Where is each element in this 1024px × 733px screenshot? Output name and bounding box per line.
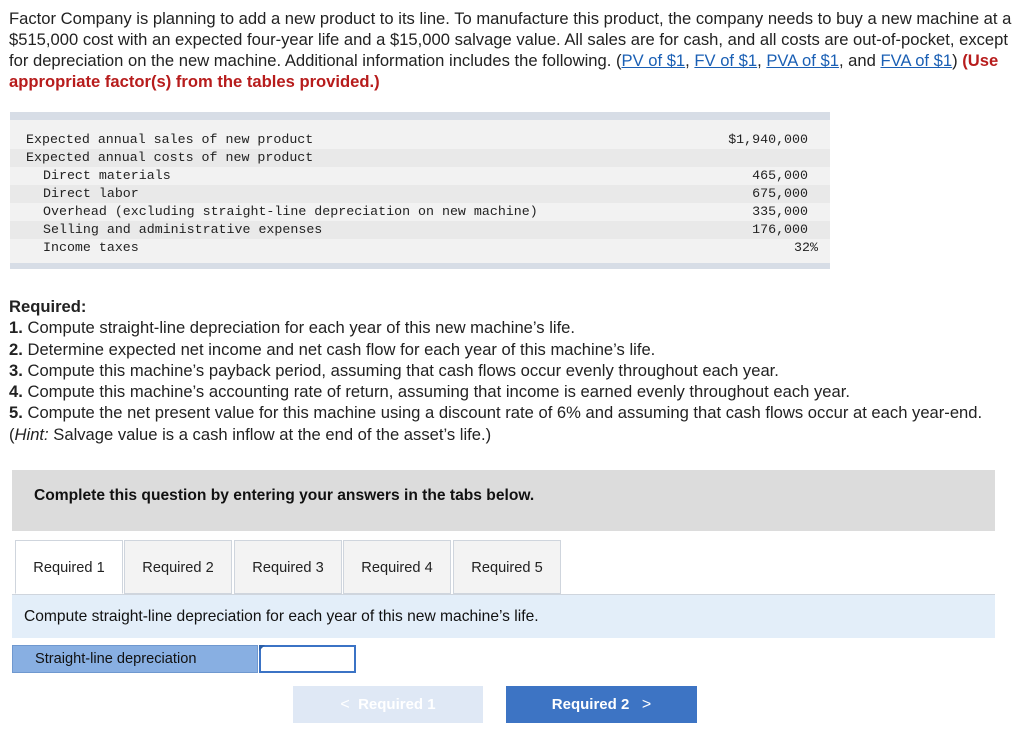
item-number: 5. xyxy=(9,403,23,423)
chevron-right-icon: > xyxy=(641,696,652,713)
answer-row xyxy=(12,645,356,673)
row-value: 32% xyxy=(794,240,818,255)
row-label: Direct labor xyxy=(43,186,139,201)
required-item-5 xyxy=(9,402,1009,445)
next-button-label: Required 2 xyxy=(551,696,630,713)
fva-table-link[interactable]: FVA of $1 xyxy=(880,51,953,70)
item-number: 3. xyxy=(9,360,23,380)
hint-text: Salvage value is a cash inflow at the end of the asset’s life.) xyxy=(48,424,492,444)
pv-table-link[interactable]: PV of $1 xyxy=(621,51,686,70)
item-number: 1. xyxy=(9,318,23,338)
item-number: 2. xyxy=(9,339,23,359)
table-row xyxy=(10,221,830,239)
required-heading: Required: xyxy=(9,297,87,316)
tab-required-4[interactable]: Required 4 xyxy=(343,540,451,594)
data-table xyxy=(10,112,830,269)
row-label: Direct materials xyxy=(43,168,171,183)
tab-required-3[interactable]: Required 3 xyxy=(234,540,342,594)
depreciation-input[interactable] xyxy=(259,645,356,673)
hint-label: Hint: xyxy=(14,424,49,444)
prev-button[interactable] xyxy=(293,686,483,723)
row-label: Income taxes xyxy=(43,240,139,255)
item-number: 4. xyxy=(9,382,23,402)
row-value: 335,000 xyxy=(752,204,808,219)
prev-button-label: Required 1 xyxy=(358,696,436,713)
pva-table-link[interactable]: PVA of $1 xyxy=(766,51,839,70)
answer-label: Straight-line depreciation xyxy=(12,645,258,673)
problem-intro xyxy=(9,8,1017,92)
factor-tables-note: (Use appropriate factor(s) from the tables provided.) xyxy=(9,51,999,91)
row-value: 176,000 xyxy=(752,222,808,237)
instruction-text: Compute straight-line depreciation for each year of this new machine’s life. xyxy=(24,608,539,625)
tab-instruction xyxy=(12,594,995,638)
item-text: Compute the net present value for this machine using a discount rate of 6% and assuming that cash flows occur at each year-end. ( xyxy=(9,403,983,444)
input-corner-marker xyxy=(259,645,265,651)
required-item-3 xyxy=(9,360,1009,381)
row-value: 675,000 xyxy=(752,186,808,201)
row-label: Overhead (excluding straight-line depreciation on new machine) xyxy=(43,204,538,219)
separator: , xyxy=(757,51,767,70)
required-item-2 xyxy=(9,339,1009,360)
row-value: 465,000 xyxy=(752,168,808,183)
row-label: Expected annual costs of new product xyxy=(26,150,314,165)
table-row xyxy=(10,149,830,167)
table-row xyxy=(10,239,830,257)
item-text: Compute this machine’s accounting rate of return, assuming that income is earned evenly throughout each year. xyxy=(22,382,850,402)
next-button[interactable] xyxy=(506,686,697,723)
tab-required-5[interactable]: Required 5 xyxy=(453,540,561,594)
chevron-left-icon: < xyxy=(340,696,350,713)
table-row xyxy=(10,131,830,149)
panel-text: Complete this question by entering your answers in the tabs below. xyxy=(34,487,535,504)
required-item-4 xyxy=(9,381,1009,402)
item-text: Compute this machine’s payback period, assuming that cash flows occur evenly throughout each year. xyxy=(22,360,779,380)
table-row xyxy=(10,167,830,185)
row-value: $1,940,000 xyxy=(728,132,808,147)
separator: ) xyxy=(952,51,963,70)
separator: , and xyxy=(838,51,881,70)
row-label: Expected annual sales of new product xyxy=(26,132,314,147)
fv-table-link[interactable]: FV of $1 xyxy=(694,51,758,70)
item-text: Determine expected net income and net cash flow for each year of this machine’s life. xyxy=(22,339,656,359)
tab-required-2[interactable]: Required 2 xyxy=(124,540,232,594)
intro-text: Factor Company is planning to add a new product to its line. To manufacture this product, the company needs to buy a new machine at a $515,000 cost with an expected four-year life and a $15,000 salvage value. All sales are for cash, and all costs are out-of-pocket, except for depreciation on the new machine. Additional information includes the following. ( xyxy=(9,9,1012,70)
separator: , xyxy=(685,51,695,70)
table-row xyxy=(10,185,830,203)
required-section xyxy=(9,296,1009,445)
item-text: Compute straight-line depreciation for each year of this new machine’s life. xyxy=(22,318,576,338)
instructions-panel xyxy=(12,470,995,531)
table-row xyxy=(10,203,830,221)
row-label: Selling and administrative expenses xyxy=(43,222,323,237)
tab-required-1[interactable]: Required 1 xyxy=(15,540,123,594)
required-item-1 xyxy=(9,317,1009,338)
